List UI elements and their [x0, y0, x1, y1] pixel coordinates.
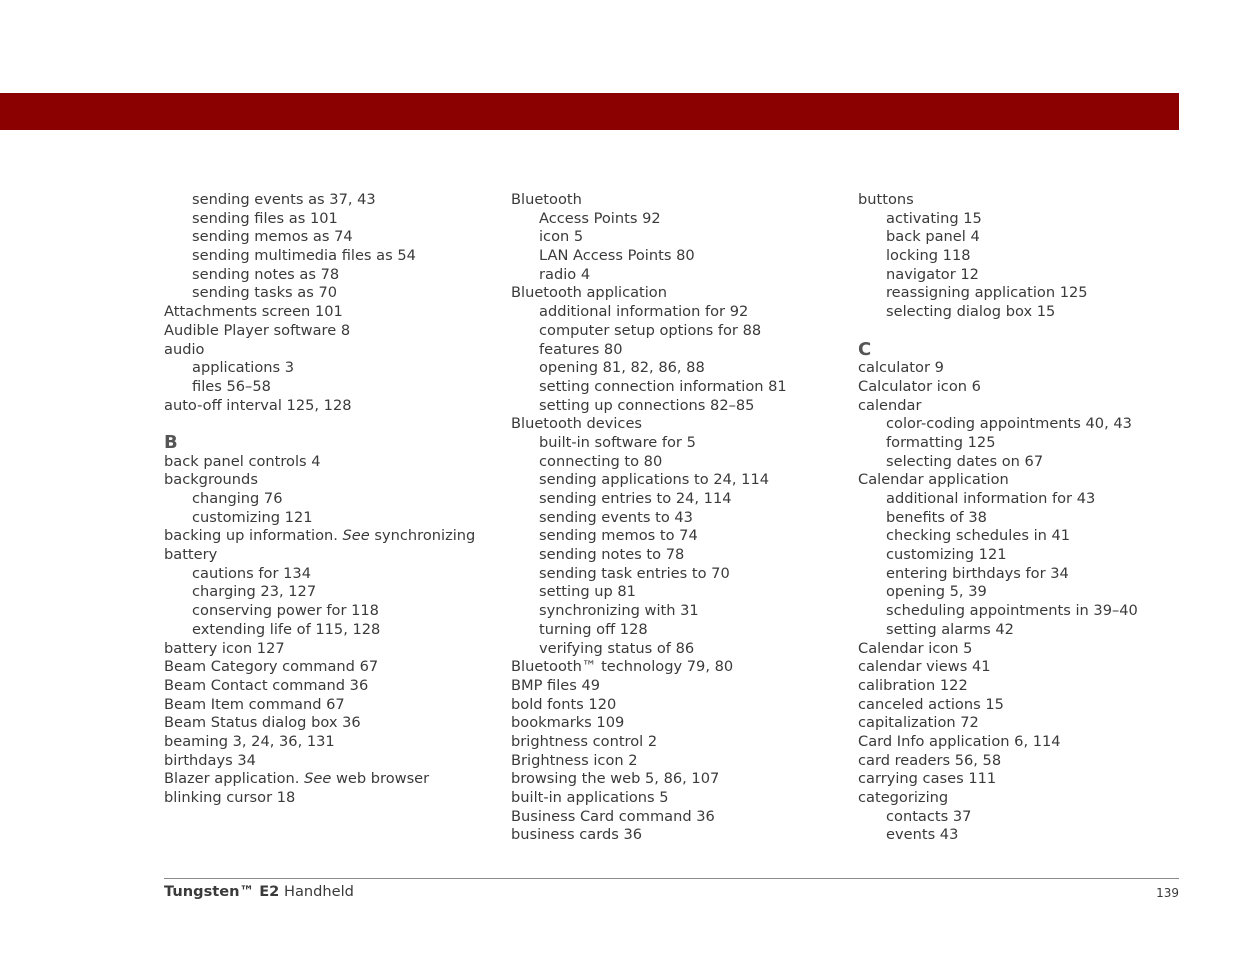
index-subentry: setting up 81	[539, 583, 636, 601]
index-entry: card readers 56, 58	[858, 751, 1002, 769]
index-subentry: entering birthdays for 34	[886, 564, 1069, 582]
index-subentry: built-in software for 5	[539, 433, 696, 451]
index-subentry: sending applications to 24, 114	[539, 471, 770, 489]
index-subentry: opening 81, 82, 86, 88	[539, 359, 705, 377]
index-entry: calibration 122	[858, 676, 968, 694]
index-entry: battery	[164, 546, 218, 564]
index-subentry: sending memos as 74	[192, 228, 353, 246]
index-subentry: verifying status of 86	[539, 639, 695, 657]
index-entry: Card Info application 6, 114	[858, 732, 1061, 750]
index-subentry: features 80	[539, 340, 623, 358]
index-subentry: benefits of 38	[886, 508, 987, 526]
index-entry: Bluetooth application	[511, 284, 667, 302]
entry-text: backing up information.	[164, 527, 343, 545]
index-entry: back panel controls 4	[164, 452, 321, 470]
index-subentry: conserving power for 118	[192, 602, 379, 620]
footer-rule	[164, 878, 1179, 879]
index-column-3	[858, 191, 1188, 845]
section-letter: C	[858, 338, 872, 360]
index-subentry: additional information for 92	[539, 303, 749, 321]
index-entry: birthdays 34	[164, 751, 256, 769]
index-entry: categorizing	[858, 789, 949, 806]
index-subentry: additional information for 43	[886, 490, 1096, 507]
index-subentry: scheduling appointments in 39–40	[886, 602, 1138, 620]
index-subentry: computer setup options for 88	[539, 321, 762, 339]
index-column-1	[164, 191, 494, 808]
footer-product-rest: Handheld	[279, 883, 354, 900]
header-banner	[0, 93, 1179, 130]
see-target: synchronizing	[369, 527, 476, 545]
index-entry: calendar views 41	[858, 658, 991, 676]
index-entry: beaming 3, 24, 36, 131	[164, 732, 335, 750]
index-entry: carrying cases 111	[858, 770, 997, 788]
index-subentry: sending notes as 78	[192, 265, 340, 283]
index-subentry: changing 76	[192, 490, 283, 507]
index-entry: Calculator icon 6	[858, 377, 981, 395]
index-entry: buttons	[858, 191, 914, 208]
index-entry: Bluetooth™ technology 79, 80	[511, 658, 734, 676]
index-subentry: locking 118	[886, 247, 971, 265]
index-subentry: sending entries to 24, 114	[539, 490, 732, 507]
index-subentry: sending tasks as 70	[192, 284, 338, 302]
index-entry: bookmarks 109	[511, 714, 625, 732]
index-entry: Brightness icon 2	[511, 751, 638, 769]
index-subentry: sending events to 43	[539, 508, 693, 526]
index-entry: Calendar icon 5	[858, 639, 973, 657]
index-entry: built-in applications 5	[511, 789, 669, 806]
section-spacer	[164, 415, 494, 434]
index-subentry: reassigning application 125	[886, 284, 1088, 302]
see-target: web browser	[331, 770, 430, 788]
index-entry	[164, 770, 494, 789]
entry-text: Blazer application.	[164, 770, 305, 788]
index-subentry: charging 23, 127	[192, 583, 317, 601]
index-subentry: sending events as 37, 43	[192, 191, 376, 208]
index-subentry: activating 15	[886, 209, 982, 227]
index-subentry: connecting to 80	[539, 452, 663, 470]
index-subentry: synchronizing with 31	[539, 602, 699, 620]
index-subentry: sending files as 101	[192, 209, 338, 227]
index-entry: audio	[164, 340, 205, 358]
footer-product-bold: Tungsten™ E2	[164, 883, 280, 900]
index-subentry: extending life of 115, 128	[192, 620, 381, 638]
index-subentry: Access Points 92	[539, 209, 661, 227]
index-entry: Attachments screen 101	[164, 303, 343, 321]
index-entry: blinking cursor 18	[164, 789, 296, 806]
index-subentry: setting alarms 42	[886, 620, 1014, 638]
index-subentry: formatting 125	[886, 433, 996, 451]
index-subentry: contacts 37	[886, 807, 972, 825]
index-subentry: navigator 12	[886, 265, 979, 283]
index-subentry: applications 3	[192, 359, 295, 377]
index-entry: calendar	[858, 396, 922, 414]
index-subentry: radio 4	[539, 265, 591, 283]
index-subentry: customizing 121	[192, 508, 313, 526]
index-subentry: LAN Access Points 80	[539, 247, 695, 265]
index-entry: business cards 36	[511, 826, 643, 844]
index-subentry: sending notes to 78	[539, 546, 685, 564]
footer-product-name	[164, 883, 354, 900]
index-subentry: icon 5	[539, 228, 584, 246]
index-entry: Bluetooth devices	[511, 415, 643, 433]
index-subentry: customizing 121	[886, 546, 1007, 564]
index-entry	[164, 527, 494, 546]
index-entry: calculator 9	[858, 359, 944, 377]
index-column-2	[511, 191, 841, 845]
index-subentry: turning off 128	[539, 620, 648, 638]
index-entry: Calendar application	[858, 471, 1009, 489]
index-entry: Beam Category command 67	[164, 658, 379, 676]
see-reference: See	[342, 527, 370, 545]
index-subentry: sending task entries to 70	[539, 564, 730, 582]
index-subentry: selecting dates on 67	[886, 452, 1044, 470]
index-subentry: sending memos to 74	[539, 527, 698, 545]
index-subentry: opening 5, 39	[886, 583, 987, 601]
index-subentry: back panel 4	[886, 228, 980, 246]
index-subentry: color-coding appointments 40, 43	[886, 415, 1132, 433]
index-entry: Beam Contact command 36	[164, 676, 369, 694]
index-entry: Audible Player software 8	[164, 321, 351, 339]
index-entry: Business Card command 36	[511, 807, 715, 825]
index-subentry: events 43	[886, 826, 959, 844]
index-entry: canceled actions 15	[858, 695, 1004, 713]
section-letter: B	[164, 431, 178, 453]
index-subentry: setting up connections 82–85	[539, 396, 755, 414]
index-entry: browsing the web 5, 86, 107	[511, 770, 720, 788]
index-subentry: sending multimedia files as 54	[192, 247, 416, 265]
index-subentry: cautions for 134	[192, 564, 311, 582]
index-entry: brightness control 2	[511, 732, 658, 750]
index-subentry: selecting dialog box 15	[886, 303, 1056, 321]
index-entry: Bluetooth	[511, 191, 582, 208]
index-entry: auto-off interval 125, 128	[164, 396, 352, 414]
index-entry: BMP files 49	[511, 676, 601, 694]
index-subentry: setting connection information 81	[539, 377, 787, 395]
index-entry: Beam Status dialog box 36	[164, 714, 361, 732]
index-subentry: files 56–58	[192, 377, 271, 395]
page-number: 139	[1156, 886, 1179, 900]
index-entry: battery icon 127	[164, 639, 285, 657]
index-subentry: checking schedules in 41	[886, 527, 1071, 545]
index-entry: Beam Item command 67	[164, 695, 345, 713]
index-entry: capitalization 72	[858, 714, 979, 732]
index-entry: bold fonts 120	[511, 695, 617, 713]
section-spacer	[858, 322, 1188, 341]
index-entry: backgrounds	[164, 471, 258, 489]
see-reference: See	[304, 770, 332, 788]
